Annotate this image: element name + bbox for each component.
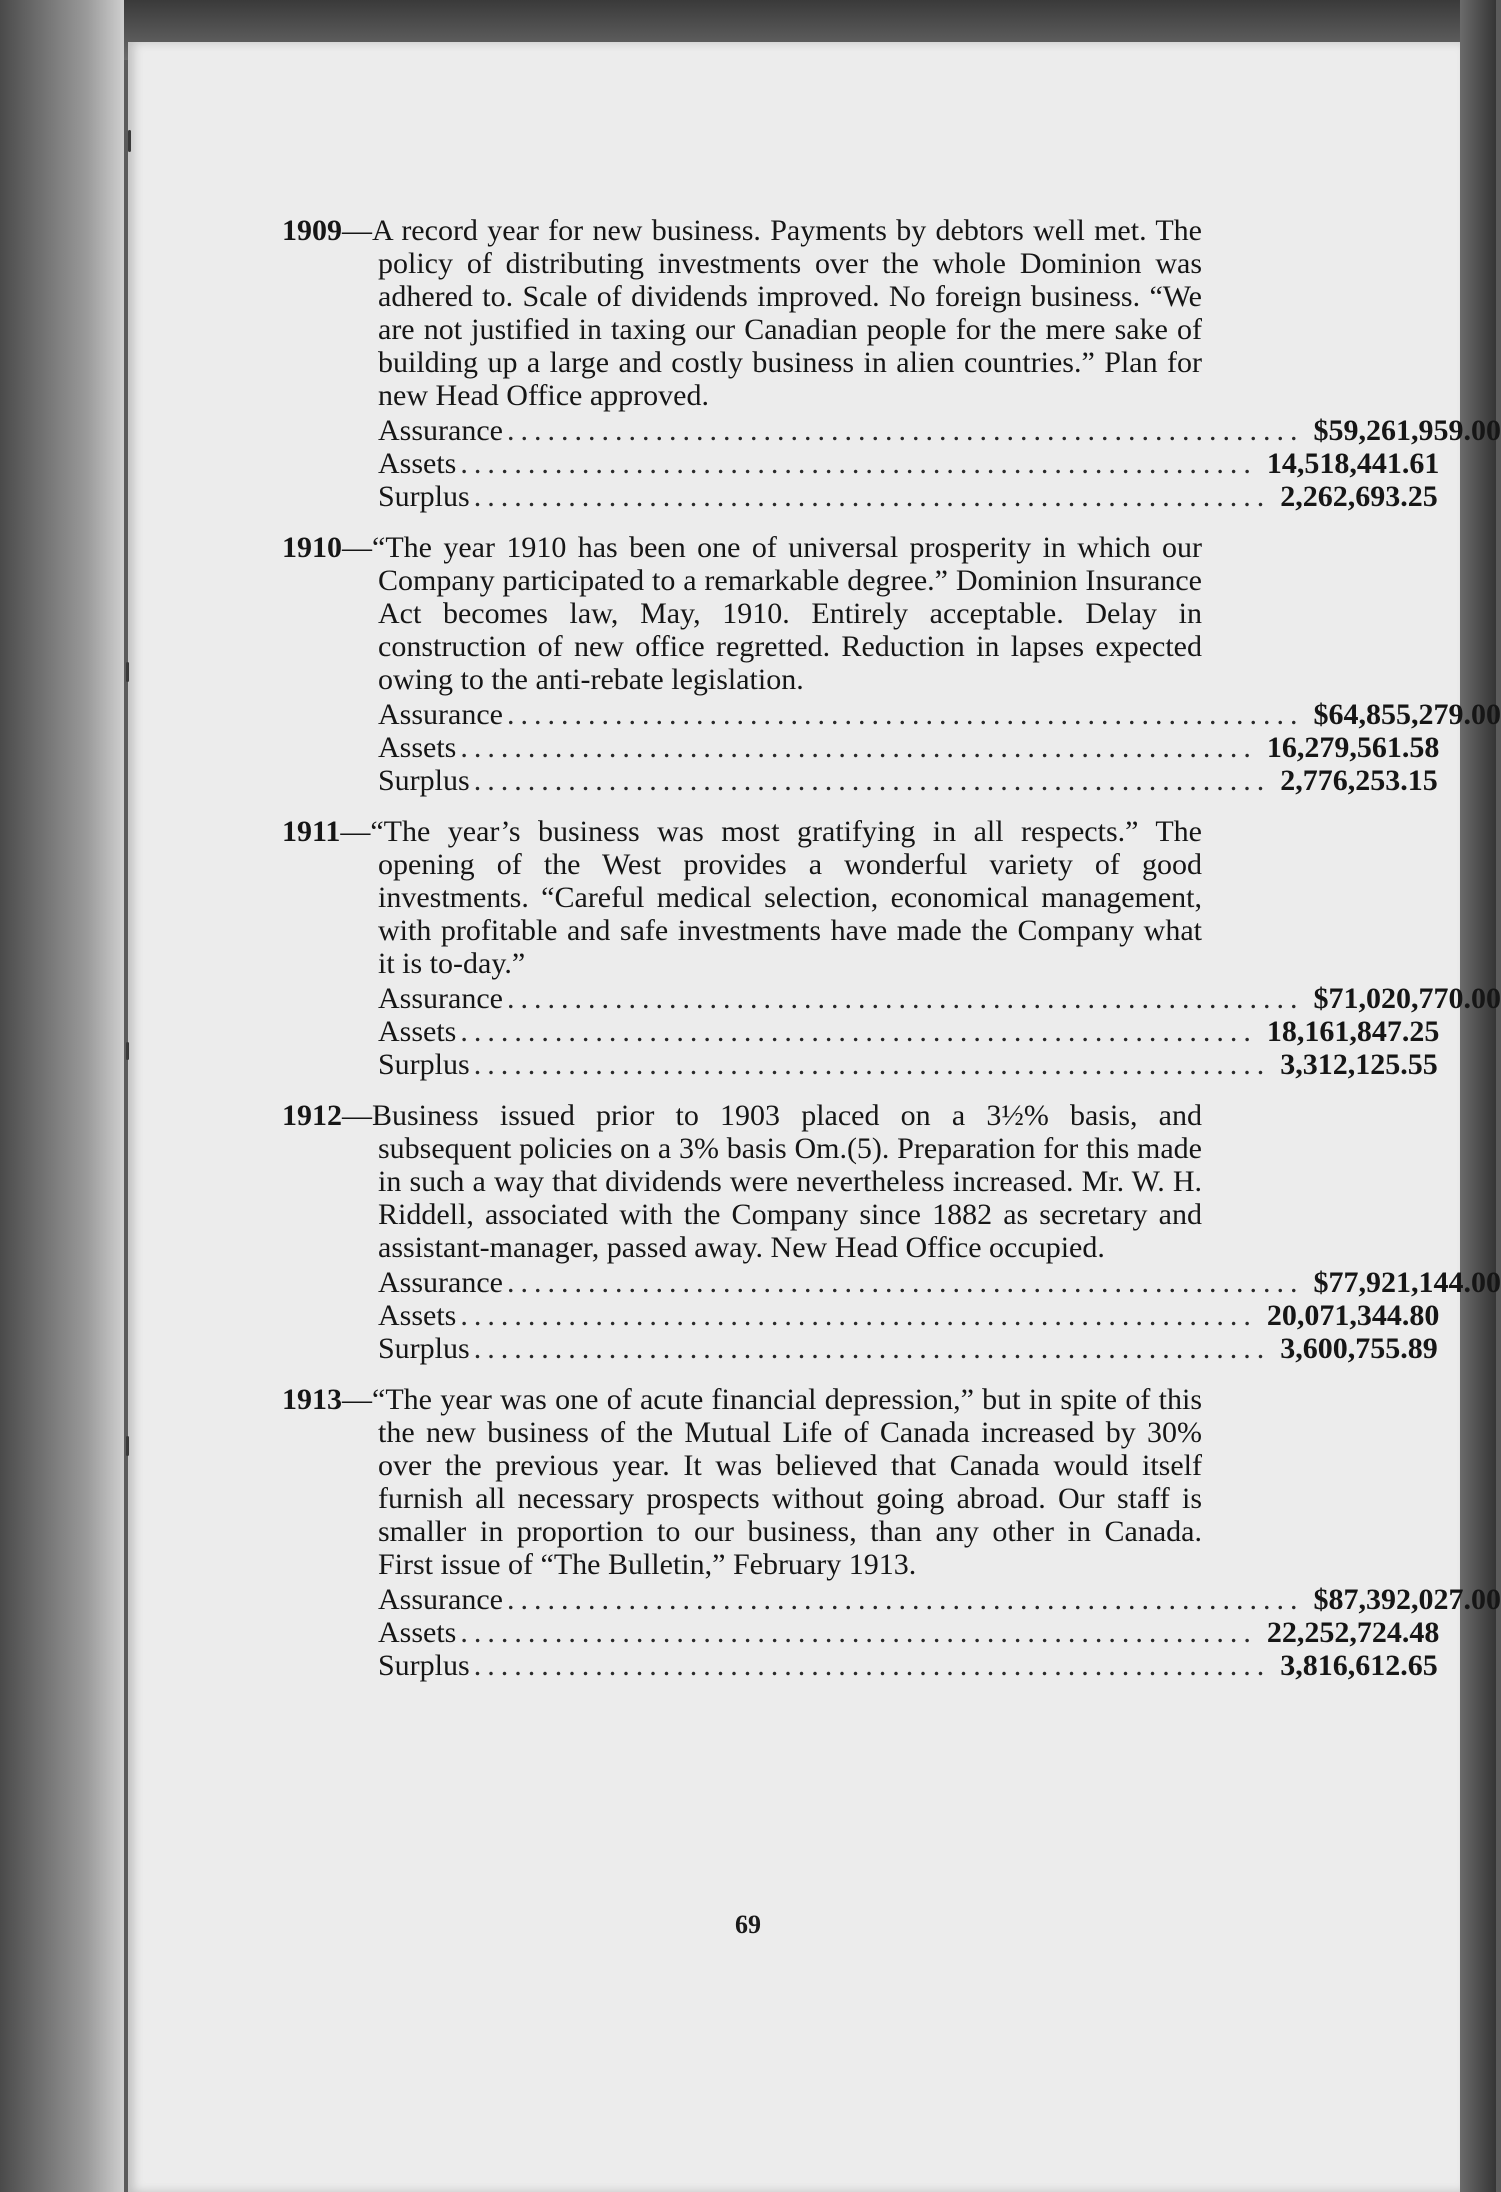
dot-leader: ........................................................... xyxy=(460,1015,1257,1048)
figure-label: Assurance xyxy=(378,698,503,731)
entry-text: “The year’s business was most gratifying in all respects.” The opening of the West provides a wonderful variety of good investments. “Careful medical selection, economical management, with profitable and safe investments have made the Company what it is to-day.” xyxy=(370,815,1202,980)
figures-table xyxy=(378,698,1501,797)
page-number: 69 xyxy=(735,1910,761,1939)
entry-dash: — xyxy=(342,1099,372,1132)
entry-year: 1909 xyxy=(282,214,342,247)
figure-value: 2,776,253.15 xyxy=(1280,764,1438,797)
year-entry xyxy=(282,1383,1501,1682)
figures-table xyxy=(378,982,1501,1081)
dot-leader: ........................................................... xyxy=(506,698,1304,731)
entry-paragraph xyxy=(282,1383,1202,1581)
figure-value: 3,312,125.55 xyxy=(1280,1048,1438,1081)
figure-row xyxy=(378,1299,1440,1332)
entry-paragraph xyxy=(282,214,1202,412)
figure-row xyxy=(378,1649,1438,1682)
figure-value: $64,855,279.00 xyxy=(1313,698,1501,731)
dot-leader: ........................................................... xyxy=(460,1616,1257,1649)
dot-leader: ........................................................... xyxy=(460,1299,1257,1332)
figure-label: Assets xyxy=(378,1299,457,1332)
dot-leader: ........................................................... xyxy=(473,1048,1271,1081)
binding-mark xyxy=(126,662,129,682)
figure-label: Assurance xyxy=(378,1266,503,1299)
figure-label: Surplus xyxy=(378,1332,470,1365)
entry-paragraph xyxy=(282,815,1202,980)
figures-table xyxy=(378,1266,1501,1365)
figure-value: $71,020,770.00 xyxy=(1313,982,1501,1015)
year-entry xyxy=(282,1099,1501,1365)
figure-value: 14,518,441.61 xyxy=(1266,447,1440,480)
year-entry xyxy=(282,214,1501,513)
entry-paragraph xyxy=(282,531,1202,696)
year-entry xyxy=(282,815,1501,1081)
entry-text: Business issued prior to 1903 placed on a 3½% basis, and subsequent policies on a 3% basis Om.(5). Preparation for this made in such a way that dividends were nevertheless increased. Mr. W. H. Riddell, associated with the Company since 1882 as secretary and assistant-manager, passed away. New Head Office occupied. xyxy=(372,1099,1202,1264)
binding-mark xyxy=(126,1436,129,1456)
figure-label: Surplus xyxy=(378,764,470,797)
entry-paragraph xyxy=(282,1099,1202,1264)
page-content xyxy=(282,214,1501,1700)
entry-text: “The year 1910 has been one of universal prosperity in which our Company participated to a remarkable degree.” Dominion Insurance Act becomes law, May, 1910. Entirely acceptable. Delay in construction of new office regretted. Reduction in lapses expected owing to the anti-rebate legislation. xyxy=(372,531,1202,696)
entry-dash: — xyxy=(342,214,372,247)
entry-year: 1911 xyxy=(282,815,341,848)
figure-row xyxy=(378,1332,1438,1365)
figures-table xyxy=(378,1583,1501,1682)
figure-label: Assets xyxy=(378,1015,457,1048)
binding-mark xyxy=(128,130,131,152)
figure-row xyxy=(378,447,1440,480)
year-entry xyxy=(282,531,1501,797)
figure-label: Assets xyxy=(378,731,457,764)
entry-dash: — xyxy=(342,1383,372,1416)
figure-row xyxy=(378,731,1440,764)
figure-value: $59,261,959.00 xyxy=(1313,414,1501,447)
dot-leader: ........................................................... xyxy=(473,1332,1271,1365)
figure-label: Assets xyxy=(378,447,457,480)
dot-leader: ........................................................... xyxy=(460,731,1257,764)
entry-text: “The year was one of acute financial depression,” but in spite of this the new business of the Mutual Life of Canada increased by 30% over the previous year. It was believed that Canada would itself furnish all necessary prospects without going abroad. Our staff is smaller in proportion to our business, than any other in Canada. First issue of “The Bulletin,” February 1913. xyxy=(372,1383,1202,1581)
dot-leader: ........................................................... xyxy=(460,447,1257,480)
dot-leader: ........................................................... xyxy=(473,1649,1271,1682)
figure-label: Surplus xyxy=(378,1649,470,1682)
figure-row xyxy=(378,480,1438,513)
entry-year: 1910 xyxy=(282,531,342,564)
figure-value: 3,816,612.65 xyxy=(1280,1649,1438,1682)
figure-row xyxy=(378,1616,1440,1649)
entry-text: A record year for new business. Payments by debtors well met. The policy of distributing investments over the whole Dominion was adhered to. Scale of dividends improved. No foreign business. “We are not justified in taxing our Canadian people for the mere sake of building up a large and costly business in alien countries.” Plan for new Head Office approved. xyxy=(372,214,1202,412)
figure-value: 3,600,755.89 xyxy=(1280,1332,1438,1365)
figure-value: 16,279,561.58 xyxy=(1266,731,1440,764)
figures-table xyxy=(378,414,1501,513)
figure-row xyxy=(378,1015,1440,1048)
scan-left-margin xyxy=(0,0,124,2192)
figure-row xyxy=(378,1583,1501,1616)
scan-right-margin xyxy=(1460,0,1496,2192)
figure-row xyxy=(378,414,1501,447)
figure-value: 20,071,344.80 xyxy=(1266,1299,1440,1332)
binding-mark xyxy=(126,1042,129,1060)
figure-row xyxy=(378,982,1501,1015)
figure-value: 2,262,693.25 xyxy=(1280,480,1438,513)
dot-leader: ........................................................... xyxy=(473,764,1271,797)
figure-value: $77,921,144.00 xyxy=(1313,1266,1501,1299)
figure-label: Surplus xyxy=(378,1048,470,1081)
dot-leader: ........................................................... xyxy=(473,480,1271,513)
figure-row xyxy=(378,1048,1438,1081)
figure-value: 22,252,724.48 xyxy=(1266,1616,1440,1649)
figure-row xyxy=(378,1266,1501,1299)
dot-leader: ........................................................... xyxy=(506,1583,1304,1616)
dot-leader: ........................................................... xyxy=(506,982,1304,1015)
entry-year: 1912 xyxy=(282,1099,342,1132)
figure-value: 18,161,847.25 xyxy=(1266,1015,1440,1048)
dot-leader: ........................................................... xyxy=(506,1266,1304,1299)
figure-value: $87,392,027.00 xyxy=(1313,1583,1501,1616)
figure-label: Assurance xyxy=(378,982,503,1015)
entry-dash: — xyxy=(342,531,372,564)
figure-label: Surplus xyxy=(378,480,470,513)
dot-leader: ........................................................... xyxy=(506,414,1304,447)
entry-dash: — xyxy=(340,815,371,848)
figure-row xyxy=(378,764,1438,797)
figure-label: Assurance xyxy=(378,414,503,447)
figure-label: Assurance xyxy=(378,1583,503,1616)
figure-row xyxy=(378,698,1501,731)
entry-year: 1913 xyxy=(282,1383,342,1416)
figure-label: Assets xyxy=(378,1616,457,1649)
